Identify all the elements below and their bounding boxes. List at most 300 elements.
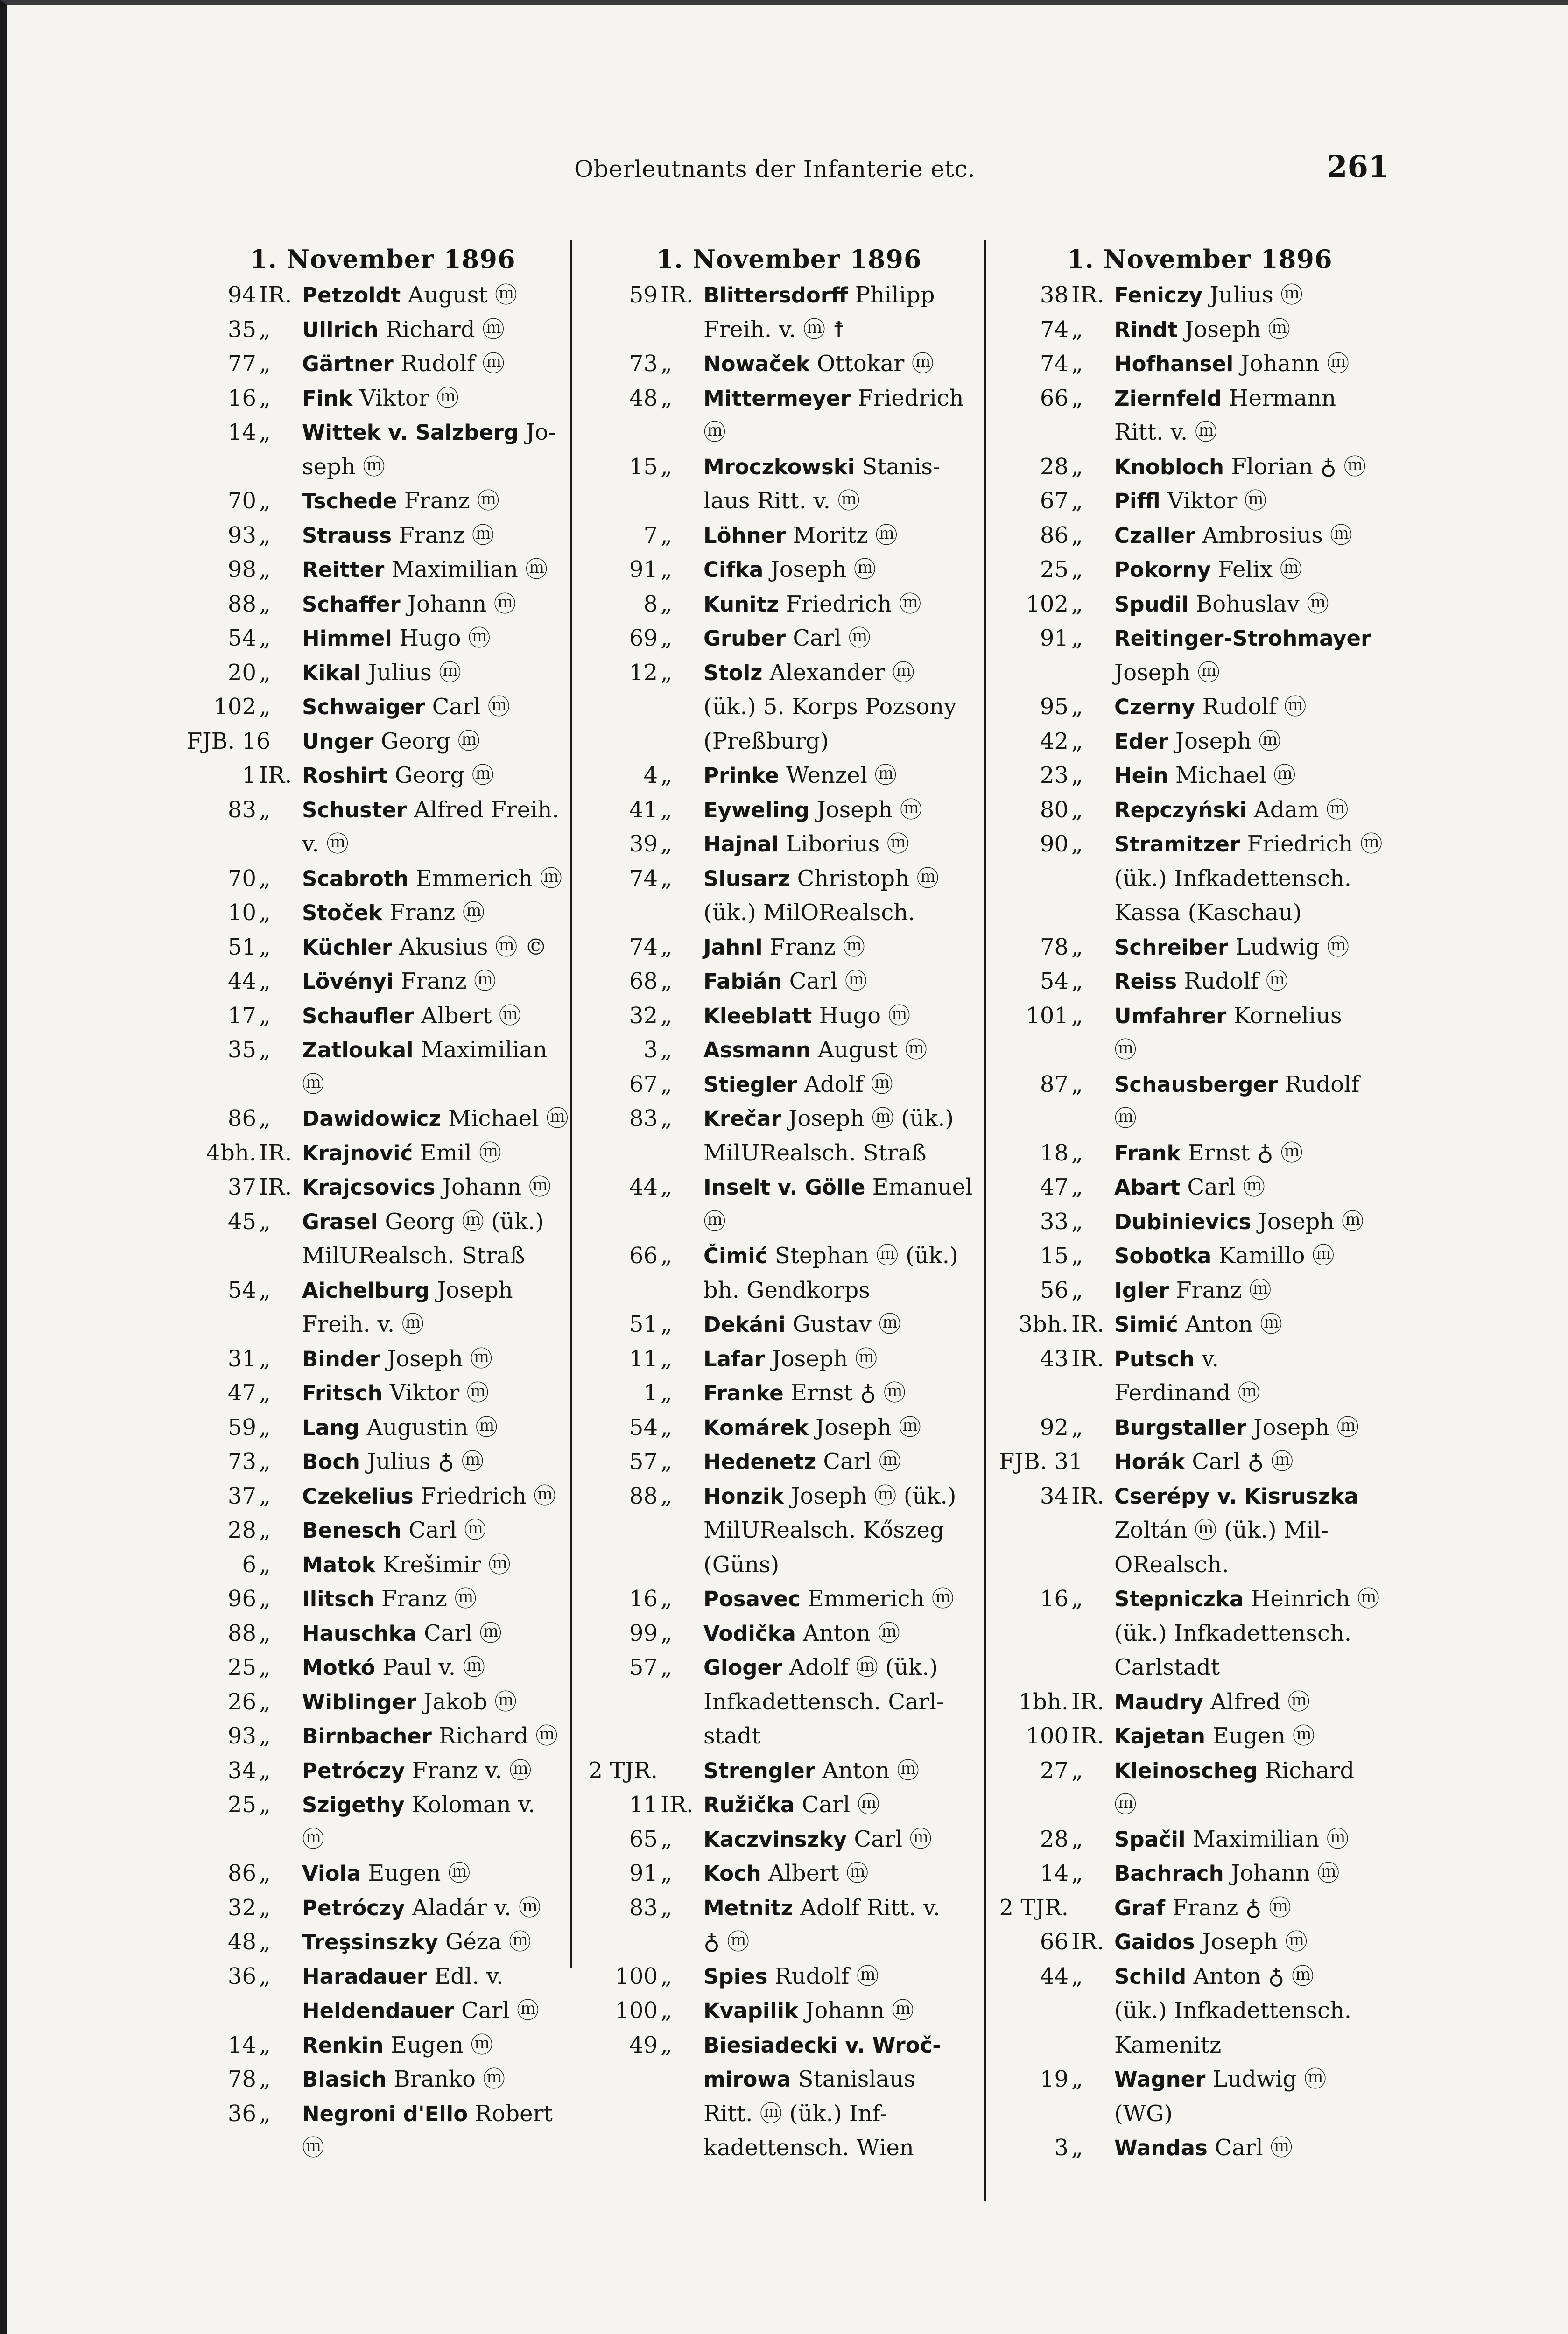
officer-name (302, 2028, 560, 2063)
name-detail: August ⓜ (810, 1037, 928, 1063)
name-line (1114, 313, 1382, 347)
regiment-type (1071, 1891, 1114, 1926)
name-detail: Emil ⓜ (413, 1139, 502, 1166)
surname: Schausberger (1114, 1072, 1278, 1097)
name-line (703, 724, 971, 759)
surname: Binder (302, 1346, 380, 1371)
list-item (999, 930, 1382, 965)
regiment-type: „ (661, 556, 672, 583)
officer-name (703, 587, 971, 622)
surname: Posavec (703, 1587, 801, 1611)
list-item (999, 450, 1382, 485)
regiment-number: 3 (643, 1037, 658, 1063)
surname: Boch (302, 1449, 360, 1474)
list-item (588, 381, 971, 450)
name-detail: Liborius ⓜ (779, 831, 909, 857)
name-detail: Alexander ⓜ (762, 659, 915, 686)
surname: Scabroth (302, 866, 409, 891)
list-item (187, 1376, 560, 1411)
name-detail: v. ⓜ (302, 831, 349, 857)
name-line (1114, 724, 1382, 759)
name-line (1114, 1685, 1382, 1720)
surname: Jahnl (703, 935, 763, 960)
name-detail: kadettensch. Wien (703, 2135, 914, 2161)
list-item (588, 1994, 971, 2028)
name-line (302, 1788, 560, 1822)
officer-name (703, 381, 971, 450)
regiment-number: 28 (1040, 453, 1069, 480)
officer-name (1114, 2131, 1382, 2165)
regiment-type: „ (259, 625, 271, 651)
regiment-type: „ (661, 865, 672, 892)
surname: Wittek v. Salzberg (302, 420, 519, 445)
regiment-number: 93 (227, 522, 256, 548)
regiment-number: 88 (629, 1483, 658, 1509)
regiment-type: IR. (661, 1792, 694, 1818)
surname: Krečar (703, 1106, 781, 1131)
officer-name (703, 1411, 971, 1445)
officer-name (1114, 1685, 1382, 1720)
surname: Stolz (703, 660, 763, 685)
name-detail: Rudolf ⓜ (393, 351, 505, 377)
officer-name (1114, 759, 1382, 793)
regiment-number: 32 (227, 1894, 256, 1921)
officer-name (703, 1033, 971, 1068)
regiment-type: „ (661, 1963, 672, 1990)
name-detail: Augustin ⓜ (359, 1414, 498, 1441)
regiment-number: 11 (629, 1345, 658, 1372)
name-line (302, 1033, 560, 1068)
officer-name (703, 278, 971, 347)
name-line (302, 381, 560, 416)
name-line (1114, 621, 1382, 656)
list-item (999, 278, 1382, 313)
name-line (1114, 450, 1382, 485)
name-detail: Joseph ⓜ (808, 1414, 921, 1441)
officer-name (1114, 930, 1382, 965)
name-detail: Carl ⓜ (454, 1997, 539, 2024)
name-line (302, 1170, 560, 1205)
page-number: 261 (1327, 149, 1389, 184)
surname: Küchler (302, 935, 392, 960)
regiment-type: „ (259, 1551, 271, 1578)
name-line (302, 1068, 560, 1102)
officer-name (703, 347, 971, 381)
name-line (302, 793, 560, 828)
list-item (187, 347, 560, 381)
name-line (302, 1308, 560, 1342)
name-line (703, 587, 971, 622)
regiment-type: „ (259, 1448, 271, 1475)
name-detail: Eugen ⓜ (1205, 1723, 1315, 1749)
officer-name (302, 656, 560, 690)
regiment-type: „ (259, 1380, 271, 1406)
regiment-type: „ (661, 2032, 672, 2058)
officer-name (1114, 1719, 1382, 1754)
name-detail: ⓜ (1114, 1105, 1137, 1132)
regiment-type: IR. (1071, 282, 1104, 308)
regiment-number: 51 (629, 1311, 658, 1337)
list-item (187, 1136, 560, 1171)
regiment-type: „ (1071, 1071, 1083, 1097)
name-line (302, 1239, 560, 1273)
regiment-type: „ (1071, 694, 1083, 720)
name-detail: Carl ⓜ (1180, 1174, 1266, 1200)
name-line (1114, 827, 1383, 862)
surname: Unger (302, 729, 374, 754)
list-item (588, 1308, 971, 1342)
name-detail: Johann ⓜ (1223, 1860, 1340, 1886)
regiment-type: „ (259, 1929, 271, 1955)
surname: Negroni d'Ello (302, 2101, 468, 2126)
regiment-number: 18 (1040, 1139, 1069, 1166)
name-detail: Joseph ⓜ (ük.) (784, 1483, 956, 1509)
name-line (1114, 1376, 1382, 1411)
surname: Dubinievics (1114, 1209, 1252, 1234)
regiment-number: 39 (629, 831, 658, 857)
regiment-number: 1bh. (1018, 1688, 1069, 1715)
regiment-number: 14 (227, 2032, 256, 2058)
officer-name (703, 1994, 971, 2028)
officer-name (302, 896, 560, 930)
surname: Schaufler (302, 1003, 414, 1028)
name-line (1114, 999, 1382, 1033)
surname: Reitter (302, 557, 385, 582)
regiment-number: 16 (227, 385, 256, 411)
name-line (703, 2028, 971, 2063)
officer-name (1114, 827, 1383, 930)
name-detail: Carl ⓜ (782, 968, 867, 994)
name-line (1114, 1822, 1382, 1857)
officer-name (302, 759, 560, 793)
name-detail: MilURealsch. Kőszeg (703, 1517, 944, 1543)
regiment-number: 37 (227, 1174, 256, 1200)
regiment-number: 14 (1040, 1860, 1069, 1886)
regiment-type: „ (1071, 1860, 1083, 1886)
regiment-number: 3bh. (1018, 1311, 1069, 1337)
officer-name (1114, 450, 1382, 485)
surname: Franke (703, 1381, 784, 1406)
list-item (187, 1719, 560, 1754)
name-detail: Friedrich ⓜ (413, 1483, 556, 1509)
name-line (302, 2097, 560, 2131)
surname: Spudil (1114, 591, 1189, 617)
list-item (588, 1376, 971, 1411)
name-detail: Anton ♁ ⓜ (1186, 1963, 1314, 1990)
officer-name (302, 1102, 569, 1136)
regiment-number: 65 (629, 1826, 658, 1852)
regiment-number: 70 (227, 488, 256, 514)
name-line (703, 1685, 971, 1720)
surname: Schwaiger (302, 695, 425, 719)
regiment-number: 67 (1040, 488, 1069, 514)
name-line (1114, 690, 1382, 724)
name-line (1114, 1994, 1382, 2028)
regiment-type: „ (259, 1037, 271, 1063)
name-line (1114, 519, 1382, 553)
name-line (703, 896, 971, 930)
officer-name (302, 415, 560, 484)
surname: Metnitz (703, 1895, 793, 1920)
regiment-number: 8 (643, 591, 658, 617)
name-detail: Carl ⓜ (425, 694, 510, 720)
list-item (999, 999, 1382, 1068)
regiment-type: „ (661, 1414, 672, 1441)
name-detail: Georg ⓜ (373, 728, 480, 754)
name-line (1114, 1891, 1382, 1926)
name-line (1114, 1856, 1382, 1891)
list-item (187, 1170, 560, 1205)
surname: Putsch (1114, 1346, 1195, 1371)
list-item (999, 484, 1382, 519)
surname: Dawidowicz (302, 1106, 441, 1131)
name-line (302, 759, 560, 793)
regiment-number: 4 (643, 762, 658, 788)
regiment-number: 74 (629, 934, 658, 960)
name-detail: Koloman v. (404, 1792, 535, 1818)
name-line (703, 827, 971, 862)
name-detail: Joseph ⓜ (1168, 728, 1281, 754)
regiment-number: 102 (213, 694, 256, 720)
regiment-number: 48 (629, 385, 658, 411)
name-line (302, 896, 560, 930)
name-line (1114, 381, 1382, 416)
officer-name (703, 827, 971, 862)
surname: Fink (302, 386, 353, 411)
name-detail: Stanis- (855, 453, 941, 480)
name-detail: Julius ⓜ (361, 659, 461, 686)
regiment-number: 88 (227, 591, 256, 617)
list-item (187, 1273, 560, 1342)
officer-name (302, 484, 560, 519)
officer-name (703, 1479, 971, 1582)
name-line (703, 519, 971, 553)
surname: Renkin (302, 2032, 384, 2058)
regiment-number: 59 (629, 282, 658, 308)
surname: Komárek (703, 1415, 809, 1440)
officer-name (703, 964, 971, 999)
list-item (999, 793, 1382, 828)
regiment-number: 48 (227, 1929, 256, 1955)
list-item (187, 519, 560, 553)
surname: Czaller (1114, 523, 1195, 548)
regiment-number: 28 (1040, 1826, 1069, 1852)
name-line (1114, 1445, 1382, 1479)
surname: Nowaček (703, 352, 810, 376)
list-item (187, 1685, 560, 1720)
name-line (302, 587, 560, 622)
regiment-number: 80 (1040, 796, 1069, 823)
name-line (703, 656, 971, 690)
regiment-type: „ (259, 1757, 271, 1784)
surname: Hedenetz (703, 1449, 816, 1474)
name-detail: Kornelius (1226, 1002, 1342, 1029)
officer-name (302, 1273, 560, 1342)
name-line (1114, 930, 1382, 965)
surname: Ullrich (302, 317, 379, 342)
name-detail: Krešimir ⓜ (375, 1551, 511, 1578)
regiment-type (661, 1754, 703, 1788)
regiment-number: FJB. 16 (187, 728, 271, 754)
name-detail: Hermann (1222, 385, 1336, 411)
regiment-number: 73 (629, 351, 658, 377)
regiment-type: „ (1071, 1139, 1083, 1166)
officer-name (703, 656, 971, 759)
name-detail: Infkadettensch. Carl- (703, 1688, 944, 1715)
name-line (703, 1788, 971, 1822)
regiment-number: 4bh. (206, 1139, 256, 1166)
name-detail: (ük.) Infkadettensch. (1114, 865, 1352, 892)
name-line (703, 930, 971, 965)
regiment-type: „ (661, 1380, 672, 1406)
officer-name (1114, 587, 1382, 622)
officer-name (703, 1856, 971, 1891)
regiment-type: „ (259, 1345, 271, 1372)
name-line (1114, 1033, 1382, 1068)
surname: Ilitsch (302, 1587, 374, 1611)
name-line (1114, 415, 1382, 450)
list-item (999, 1754, 1382, 1822)
officer-name (302, 1445, 560, 1479)
officer-name (703, 1239, 971, 1308)
list-item (588, 1445, 971, 1479)
surname: Kleeblatt (703, 1003, 812, 1028)
name-detail: Anton ⓜ (795, 1620, 900, 1646)
name-line (1114, 1205, 1382, 1239)
regiment-number: 88 (227, 1620, 256, 1646)
name-detail: Franz v. ⓜ (405, 1757, 532, 1784)
list-item (588, 621, 971, 656)
officer-name (1114, 1479, 1382, 1582)
name-line (302, 1376, 560, 1411)
regiment-type: „ (1071, 351, 1083, 377)
list-item (588, 1068, 971, 1102)
name-detail: Paul v. ⓜ (375, 1654, 485, 1680)
regiment-type: „ (259, 865, 271, 892)
name-detail: Adolf ⓜ (797, 1071, 893, 1097)
officer-name (1114, 724, 1382, 759)
name-line (703, 381, 971, 416)
name-detail: ⓜ (703, 1208, 726, 1235)
name-line (302, 1205, 560, 1239)
officer-name (703, 1822, 971, 1857)
surname: Reitinger-Strohmayer (1114, 626, 1371, 651)
regiment-number: 90 (1040, 831, 1069, 857)
name-detail: Franz ♁ ⓜ (1165, 1894, 1292, 1921)
officer-name (703, 1342, 971, 1377)
regiment-type: „ (259, 522, 271, 548)
list-item (588, 553, 971, 587)
list-item (588, 587, 971, 622)
name-detail: (WG) (1114, 2100, 1173, 2127)
name-detail: Ernst ♁ ⓜ (783, 1380, 906, 1406)
regiment-type: „ (259, 316, 271, 343)
regiment-number: 87 (1040, 1071, 1069, 1097)
surname: Fritsch (302, 1381, 383, 1406)
list-item (999, 1205, 1382, 1239)
officer-name (1114, 1891, 1382, 1926)
regiment-number: 26 (227, 1688, 256, 1715)
name-detail: Julius ♁ ⓜ (359, 1448, 484, 1475)
name-line (703, 1925, 971, 1960)
officer-name (1114, 793, 1382, 828)
list-item (187, 1617, 560, 1651)
list-item (187, 1891, 560, 1926)
name-line (703, 1273, 971, 1308)
name-line (302, 1651, 560, 1685)
name-line (302, 2028, 560, 2063)
regiment-number: 57 (629, 1654, 658, 1680)
regiment-type: „ (661, 659, 672, 686)
name-detail: Friedrich (851, 385, 964, 411)
officer-name (302, 862, 562, 896)
name-detail: (Güns) (703, 1551, 780, 1578)
name-detail: Stanislaus (791, 2066, 915, 2092)
officer-name (302, 1479, 560, 1514)
regiment-number: 96 (227, 1586, 256, 1612)
surname: Stoček (302, 900, 382, 925)
officer-name (703, 1445, 971, 1479)
name-detail: Franz ⓜ (382, 900, 485, 926)
name-line (302, 1960, 560, 1994)
name-line (703, 1068, 971, 1102)
list-item (999, 553, 1382, 587)
regiment-type: „ (259, 1002, 271, 1029)
officer-name (302, 690, 560, 724)
list-item (187, 1788, 560, 1856)
regiment-type: „ (661, 831, 672, 857)
name-line (703, 1308, 971, 1342)
officer-name (1114, 621, 1382, 690)
list-item (187, 1479, 560, 1514)
name-line (1114, 587, 1382, 622)
officer-name (302, 1548, 560, 1582)
name-detail: Maximilian ⓜ (1185, 1826, 1349, 1852)
surname: Schild (1114, 1964, 1187, 1989)
list-item (588, 1102, 971, 1170)
regiment-number: 28 (227, 1517, 256, 1543)
list-item (588, 930, 971, 965)
regiment-type: IR. (259, 282, 292, 308)
regiment-type: „ (661, 796, 672, 823)
regiment-number: 20 (227, 659, 256, 686)
surname: Heldendauer (302, 1998, 454, 2023)
regiment-type: „ (661, 1654, 672, 1680)
name-line (1114, 1754, 1382, 1788)
name-detail: Jakob ⓜ (416, 1688, 517, 1715)
name-line (703, 2097, 971, 2131)
regiment-type: „ (259, 1483, 271, 1509)
name-detail: Michael ⓜ (1168, 762, 1296, 788)
name-detail: Eugen ⓜ (383, 2032, 493, 2058)
name-line (302, 1685, 560, 1720)
list-item (999, 2062, 1382, 2131)
column-heading: 1. November 1896 (1067, 244, 1333, 274)
officer-name (703, 999, 971, 1033)
list-item (187, 2097, 560, 2165)
officer-name (302, 724, 560, 759)
list-item (187, 690, 560, 724)
name-detail: Carl ⓜ (786, 625, 871, 651)
regiment-number: 6 (242, 1551, 256, 1578)
name-detail: Emmerich ⓜ (408, 865, 563, 892)
surname: Schaffer (302, 591, 401, 617)
regiment-type: IR. (259, 762, 292, 788)
name-line (302, 1994, 560, 2028)
regiment-number: 31 (227, 1345, 256, 1372)
officer-name (302, 1411, 560, 1445)
regiment-number: 15 (1040, 1243, 1069, 1269)
